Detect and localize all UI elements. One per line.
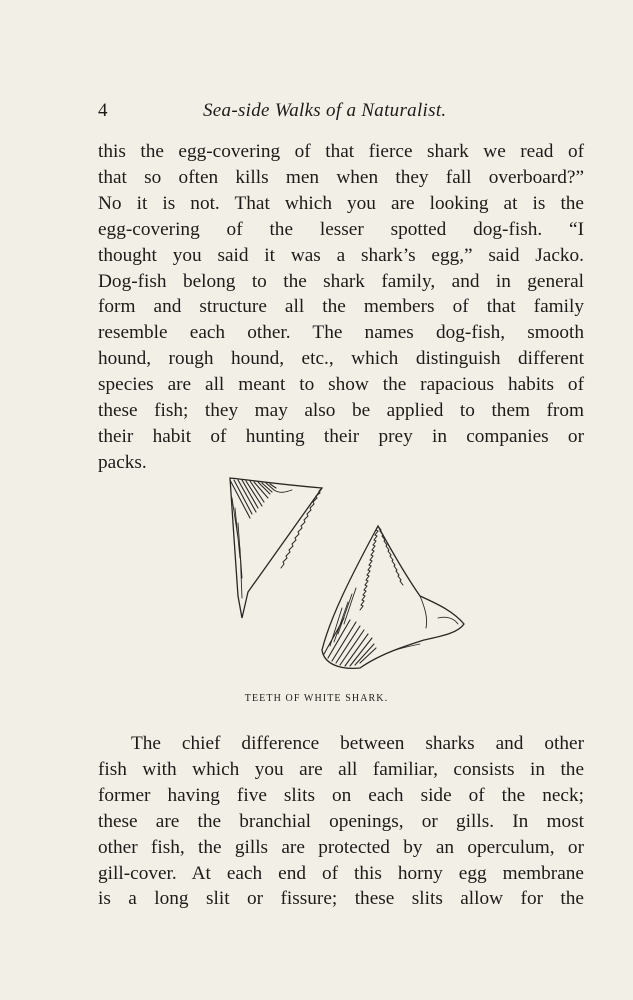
text-line: these are the branchial openings, or gills. In most [98, 810, 584, 832]
text-line: The chief difference between sharks and other [131, 733, 584, 754]
text-line: gill-cover. At each end of this horny egg membrane [98, 862, 584, 884]
text-line: these fish; they may also be applied to them from [98, 400, 584, 422]
text-line: No it is not. That which you are looking at is the [98, 192, 584, 214]
paragraph-2 [98, 731, 584, 912]
figure-caption: TEETH OF WHITE SHARK. [244, 693, 389, 704]
page-number: 4 [98, 100, 108, 121]
text-line: other fish, the gills are protected by an operculum, or [98, 836, 584, 858]
text-line: their habit of hunting their prey in companies or [98, 425, 584, 447]
shark-tooth-right [322, 526, 464, 668]
text-line: Dog-fish belong to the shark family, and in general [98, 270, 584, 292]
text-line: fish with which you are all familiar, consists in the [98, 758, 584, 780]
text-line: hound, rough hound, etc., which distinguish different [98, 348, 584, 370]
text-line: packs. [98, 451, 147, 473]
text-line: species are all meant to show the rapacious habits of [98, 374, 584, 396]
shark-tooth-left [230, 478, 322, 618]
shark-teeth-illustration [220, 468, 480, 678]
text-line: is a long slit or fissure; these slits allow for the [98, 888, 584, 910]
text-line: former having five slits on each side of the neck; [98, 784, 584, 806]
running-title: Sea-side Walks of a Naturalist. [203, 100, 447, 121]
text-line: this the egg-covering of that fierce shark we read of [98, 141, 584, 162]
text-line: resemble each other. The names dog-fish, smooth [98, 322, 584, 344]
page-header [98, 100, 582, 130]
text-line: egg-covering of the lesser spotted dog-fish. “I [98, 218, 584, 240]
paragraph-1 [98, 139, 584, 476]
text-line: form and structure all the members of that family [98, 296, 584, 318]
shark-teeth-engraving [220, 468, 480, 678]
text-line: thought you said it was a shark’s egg,” said Jacko. [98, 244, 584, 266]
text-line: that so often kills men when they fall overboard?” [98, 166, 584, 188]
